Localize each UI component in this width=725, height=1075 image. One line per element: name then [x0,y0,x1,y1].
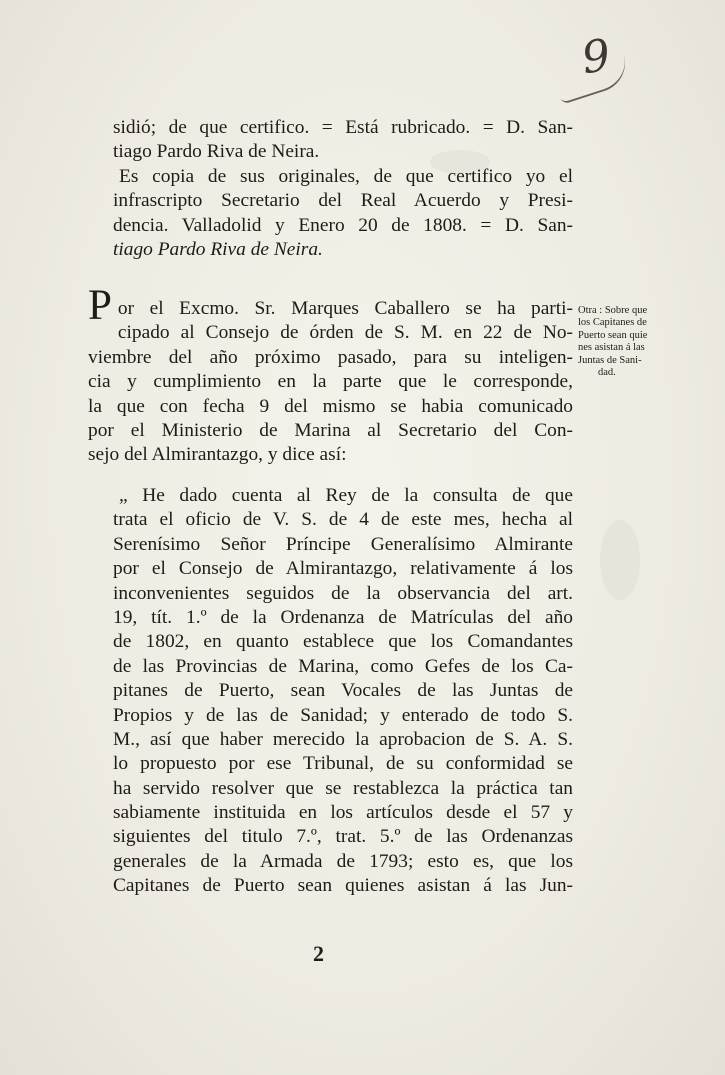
text-line: infrascripto Secretario del Real Acuerdo y Presi- [113,190,573,212]
text-line: cipado al Consejo de órden de S. M. en 22 de No- [117,322,573,344]
text-line: viembre del año próximo pasado, para su inteligen- [88,346,573,368]
text-line: inconvenientes seguidos de la observancia del art. [113,582,573,604]
text-line: lo propuesto por ese Tribunal, de su conformidad se [113,753,573,775]
paper-stain [600,520,640,600]
text-line: por el Consejo de Almirantazgo, relativamente á los [113,558,573,580]
text-line: la que con fecha 9 del mismo se habia comunicado [88,395,573,417]
text-line: sejo del Almirantazgo, y dice así: [88,444,347,466]
text-line: cia y cumplimiento en la parte que le corresponde, [88,371,573,393]
text-line: dencia. Valladolid y Enero 20 de 1808. = D. San- [113,214,573,236]
margin-note-line: nes asistan á las [578,342,645,354]
text-line: Capitanes de Puerto sean quienes asistan á las Jun- [113,875,573,897]
text-line: sidió; de que certifico. = Está rubricado. = D. San- [113,117,573,138]
text-line: M., así que haber merecido la aprobacion de S. A. S. [113,728,573,750]
text-line: tiago Pardo Riva de Neira. [113,141,320,163]
margin-note [578,305,708,379]
drop-cap: P [88,282,112,329]
text-line: Serenísimo Señor Príncipe Generalísimo Almirante [113,533,573,555]
signature-mark: 2 [313,941,324,966]
text-line: trata el oficio de V. S. de 4 de este mes, hecha al [113,509,573,531]
quoted-order-block [113,484,573,899]
text-line: de las Provincias de Marina, como Gefes de los Ca- [113,655,573,677]
margin-note-line: dad. [598,367,616,379]
margin-note-line: los Capitanes de [578,317,647,329]
folio-number: 9 [578,29,614,85]
text-line: „ He dado cuenta al Rey de la consulta de que [119,485,573,506]
text-line: pitanes de Puerto, sean Vocales de las Juntas de [113,680,573,702]
text-line: de 1802, en quanto establece que los Comandantes [113,631,573,653]
text-line: siguientes del titulo 7.º, trat. 5.º de las Ordenanzas [113,826,573,848]
text-line: 19, tít. 1.º de la Ordenanza de Matrículas del año [113,606,573,628]
text-line: ha servido resolver que se restablezca la práctica tan [113,777,573,799]
text-line: tiago Pardo Riva de Neira. [113,238,323,260]
margin-note-line: Puerto sean quie [578,329,648,341]
text-line: sabiamente instituida en los artículos desde el 57 y [113,802,573,824]
text-line: Propios y de las de Sanidad; y enterado de todo S. [113,704,573,726]
text-line: Es copia de sus originales, de que certifico yo el [119,165,573,187]
margin-note-line: Juntas de Sani- [578,354,642,366]
text-line: or el Excmo. Sr. Marques Caballero se ha parti- [117,298,573,319]
margin-note-line: Otra : Sobre que [578,305,648,316]
text-line: generales de la Armada de 1793; esto es, que los [113,850,573,872]
certification-block [113,116,573,262]
text-line: por el Ministerio de Marina al Secretario del Con- [88,419,573,441]
paragraph-block [88,282,573,468]
